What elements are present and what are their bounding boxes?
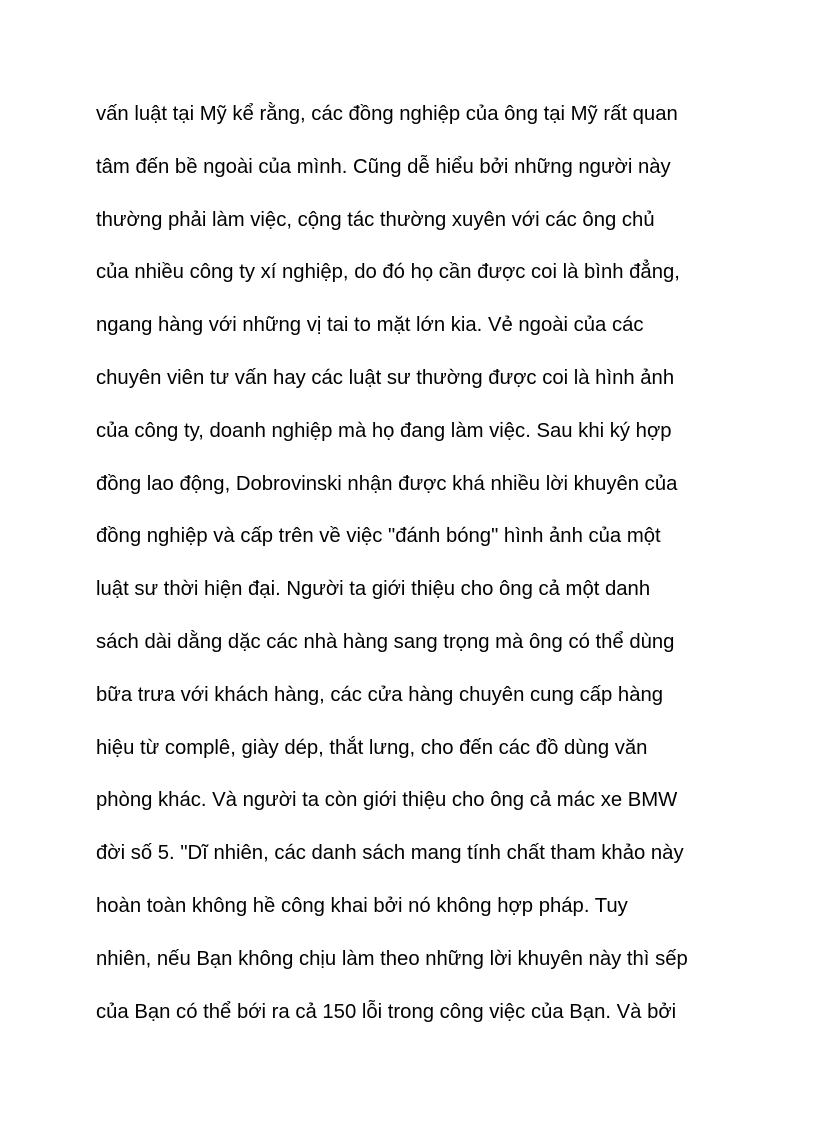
text-line: chuyên viên tư vấn hay các luật sư thường được coi là hình ảnh <box>96 366 675 389</box>
text-line: vấn luật tại Mỹ kể rằng, các đồng nghiệp của ông tại Mỹ rất quan <box>96 103 678 125</box>
text-line: hiệu từ complê, giày dép, thắt lưng, cho đến các đồ dùng văn <box>96 736 648 759</box>
text-line: tâm đến bề ngoài của mình. Cũng dễ hiểu bởi những người này <box>96 155 671 178</box>
text-line: ngang hàng với những vị tai to mặt lớn kia. Vẻ ngoài của các <box>96 314 644 337</box>
text-line: của Bạn có thể bới ra cả 150 lỗi trong công việc của Bạn. Và bởi <box>96 1000 677 1023</box>
text-line: đời số 5. "Dĩ nhiên, các danh sách mang tính chất tham khảo này <box>96 842 684 865</box>
text-line: luật sư thời hiện đại. Người ta giới thiệu cho ông cả một danh <box>96 578 651 601</box>
text-line: đồng lao động, Dobrovinski nhận được khá nhiều lời khuyên của <box>96 472 678 495</box>
text-line: bữa trưa với khách hàng, các cửa hàng chuyên cung cấp hàng <box>96 683 664 706</box>
text-line: hoàn toàn không hề công khai bởi nó không hợp pháp. Tuy <box>96 894 628 917</box>
text-line: thường phải làm việc, cộng tác thường xuyên với các ông chủ <box>96 208 655 231</box>
text-line: sách dài dằng dặc các nhà hàng sang trọng mà ông có thể dùng <box>96 630 675 653</box>
text-line: đồng nghiệp và cấp trên về việc "đánh bóng" hình ảnh của một <box>96 525 661 548</box>
text-line: của công ty, doanh nghiệp mà họ đang làm việc. Sau khi ký hợp <box>96 419 672 442</box>
text-line: nhiên, nếu Bạn không chịu làm theo những lời khuyên này thì sếp <box>96 947 688 970</box>
text-line: phòng khác. Và người ta còn giới thiệu cho ông cả mác xe BMW <box>96 789 678 812</box>
text-line: của nhiều công ty xí nghiệp, do đó họ cần được coi là bình đẳng, <box>96 261 680 284</box>
body-text <box>96 96 736 1046</box>
